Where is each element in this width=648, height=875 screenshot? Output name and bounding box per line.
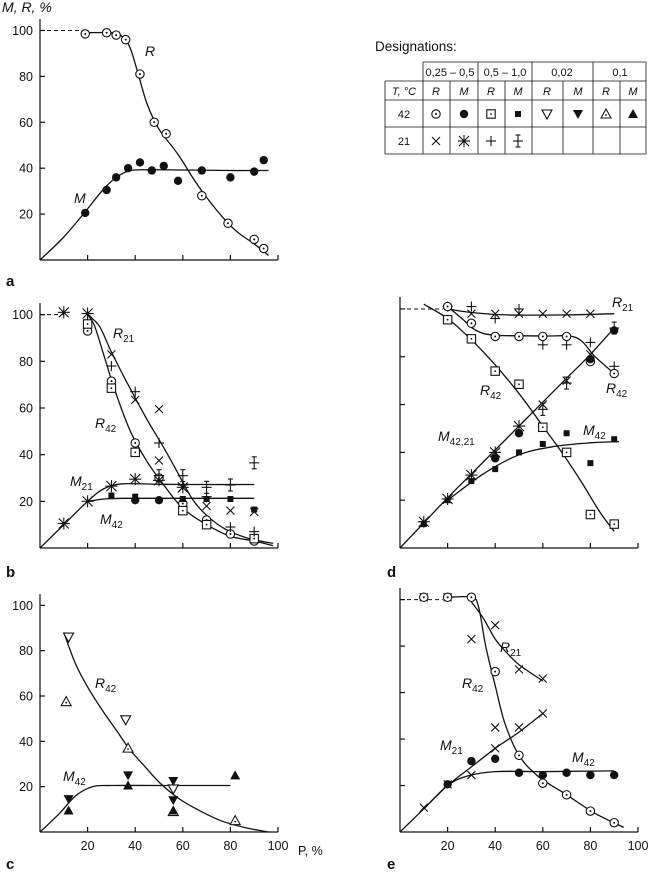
- panel-d-point-plus: [538, 340, 548, 350]
- panel-d-annot-r21-base: R: [612, 294, 623, 310]
- panel-b-annot-r21-sub: 21: [123, 334, 135, 345]
- designations-legend: [375, 39, 646, 154]
- panel-a-ytick-label: 100: [12, 23, 33, 38]
- legend-marker-plus-bar: [513, 135, 523, 147]
- panel-b-point-open-square-dot: [202, 520, 210, 528]
- panel-e-point-open-dot: [491, 667, 499, 675]
- panel-a-point-filled-circle: [112, 173, 120, 181]
- panel-a-letter: a: [6, 273, 15, 290]
- panel-b-annot-m21: [70, 473, 93, 493]
- panel-b-point-cross: [155, 457, 163, 465]
- legend-subheader: M: [573, 86, 583, 98]
- panel-d-point-open-dot: [515, 332, 523, 340]
- panel-a-point-filled-circle: [250, 167, 258, 175]
- panel-a-point-filled-circle: [226, 173, 234, 181]
- panel-c: [6, 594, 323, 873]
- panel-c-point-open-triangle-up: [123, 743, 133, 752]
- panel-c-ytick-label: 100: [12, 598, 33, 613]
- panel-b-point-star-cross: [105, 480, 117, 492]
- panel-e-annot-m21: [440, 737, 463, 757]
- panel-b-point-star-cross: [58, 518, 70, 530]
- panel-c-point-open-triangle-down: [168, 785, 178, 794]
- legend-subheader: R: [487, 86, 495, 98]
- panel-e-point-open-dot: [515, 751, 523, 759]
- panel-e-annot-r21: [500, 639, 522, 659]
- panel-a-point-open-dot: [81, 30, 89, 38]
- panel-a-point-filled-circle: [136, 158, 144, 166]
- panel-b-point-filled-circle: [131, 496, 139, 504]
- panel-d-annot-r42a-sub: 42: [490, 391, 502, 402]
- panel-b-annot-r42-base: R: [95, 415, 106, 431]
- panel-e-xtick-label: 100: [627, 839, 648, 853]
- panel-b-ytick-label: 20: [19, 494, 33, 509]
- panel-b-point-filled-square: [108, 493, 114, 499]
- panel-d-point-filled-circle: [491, 454, 499, 462]
- panel-b-point-plus-bar: [178, 470, 188, 482]
- panel-d-annot-m4221-sub: 42,21: [449, 437, 475, 448]
- legend-marker-star-cross: [458, 135, 470, 147]
- panel-b-point-star-cross: [177, 481, 189, 493]
- panel-d-annot-r42b: [606, 380, 628, 400]
- panel-e-curve-r42: [448, 597, 624, 828]
- panel-b-point-star-cross: [82, 308, 94, 320]
- legend-col-group: 0,02: [551, 67, 573, 79]
- panel-d-annot-r42a: [480, 382, 502, 402]
- panel-d-point-open-square-dot: [610, 520, 618, 528]
- panel-c-point-filled-triangle-up: [168, 805, 178, 814]
- panel-d-curve-m42: [448, 442, 619, 501]
- panel-e-point-cross: [515, 665, 523, 673]
- panel-a-point-filled-circle: [198, 166, 206, 174]
- panel-e-annot-r42-base: R: [462, 675, 473, 691]
- panel-c-curve-r42-open-up: [64, 633, 269, 833]
- legend-table: [385, 62, 646, 154]
- panel-d-point-open-dot: [467, 319, 475, 327]
- panel-e-point-filled-circle: [586, 771, 594, 779]
- panel-c-xtick-label: 40: [128, 839, 143, 853]
- panel-e-point-open-dot: [562, 791, 570, 799]
- panel-e-point-open-dot: [420, 593, 428, 601]
- panel-d-annot-r42b-sub: 42: [616, 389, 628, 400]
- panel-d-point-cross: [539, 310, 547, 318]
- panel-c-ytick-label: 20: [19, 780, 33, 795]
- panel-a-point-filled-circle: [148, 166, 156, 174]
- panel-d-point-filled-square: [421, 521, 427, 527]
- panel-a-point-filled-circle: [160, 162, 168, 170]
- panel-d-point-plus: [514, 304, 524, 314]
- panel-e-annot-m42: [572, 749, 595, 769]
- panel-e-point-open-dot: [610, 819, 618, 827]
- panel-d-annot-r21: [612, 294, 634, 314]
- panel-e-point-filled-circle: [467, 757, 475, 765]
- panel-b-point-open-square-dot: [83, 320, 91, 328]
- panel-c-ytick-label: 80: [19, 644, 33, 659]
- panel-a: [2, 0, 278, 290]
- panel-d-annot-r42a-base: R: [480, 382, 491, 398]
- panel-b-point-cross: [226, 507, 234, 515]
- panel-a-point-open-dot: [121, 35, 129, 43]
- panel-a-ytick-label: 20: [19, 207, 33, 222]
- panel-b-annot-m21-sub: 21: [81, 482, 93, 493]
- panel-e-point-open-dot: [539, 779, 547, 787]
- panel-b-annot-m42-base: M: [100, 511, 112, 527]
- panel-a-point-filled-circle: [124, 164, 132, 172]
- panel-a-point-open-dot: [112, 31, 120, 39]
- panel-b-point-plus-bar: [225, 479, 235, 491]
- panel-e-point-filled-circle: [515, 769, 523, 777]
- panel-d: [387, 294, 638, 581]
- panel-e-xtick-label: 60: [535, 839, 550, 853]
- panel-e-point-filled-circle: [539, 771, 547, 779]
- panel-b-annot-m42: [100, 511, 123, 531]
- legend-marker-open-dot: [432, 110, 440, 118]
- panel-a-curve-r: [85, 32, 268, 255]
- panel-b-annot-r42-sub: 42: [105, 424, 117, 435]
- panel-d-point-cross: [563, 310, 571, 318]
- legend-subheader: M: [628, 86, 638, 98]
- panel-d-point-filled-square: [540, 441, 546, 447]
- panel-c-annot-r42-sub: 42: [105, 684, 117, 695]
- panel-b-point-plus: [130, 387, 140, 397]
- panel-c-xtick-label: 20: [80, 839, 95, 853]
- panel-b-point-filled-square: [204, 496, 210, 502]
- legend-marker-filled-circle: [460, 110, 468, 118]
- panel-a-point-open-dot: [162, 130, 170, 138]
- panel-d-annot-r42b-base: R: [606, 380, 617, 396]
- panel-c-point-open-triangle-up: [230, 816, 240, 825]
- panel-e-point-open-dot: [467, 593, 475, 601]
- legend-subheader: R: [543, 86, 551, 98]
- panel-a-point-open-dot: [136, 70, 144, 78]
- panel-c-point-open-triangle-up: [61, 697, 71, 706]
- panel-a-point-filled-circle: [81, 209, 89, 217]
- panel-b-point-open-square-dot: [131, 448, 139, 456]
- panel-b-point-plus-bar: [202, 481, 212, 493]
- panel-e-annot-r42-sub: 42: [472, 684, 484, 695]
- panel-d-annot-m4221-base: M: [438, 428, 450, 444]
- panel-c-xlabel: P, %: [298, 844, 323, 858]
- panel-d-point-open-dot: [562, 332, 570, 340]
- legend-row-temp: 21: [397, 136, 411, 148]
- panel-e-point-cross: [491, 621, 499, 629]
- panel-e-point-filled-circle: [562, 769, 570, 777]
- panel-d-point-filled-circle: [610, 326, 618, 334]
- panel-c-annot-r42-base: R: [95, 675, 106, 691]
- panel-d-annot-r21-sub: 21: [622, 303, 634, 314]
- legend-marker-filled-triangle-up: [628, 109, 638, 118]
- panel-d-point-open-dot: [610, 369, 618, 377]
- panel-a-curve-m: [40, 170, 269, 260]
- panel-e-point-filled-circle: [443, 780, 451, 788]
- panel-e-xtick-label: 20: [440, 839, 455, 853]
- panel-b-point-star-cross: [82, 495, 94, 507]
- panel-e-point-filled-circle: [610, 771, 618, 779]
- panel-e-annot-r21-sub: 21: [510, 648, 522, 659]
- panel-e-letter: e: [387, 856, 396, 873]
- panel-d-point-open-square-dot: [515, 380, 523, 388]
- panel-d-letter: d: [387, 564, 397, 581]
- panel-b-point-open-square-dot: [179, 506, 187, 514]
- panel-a-point-open-dot: [250, 235, 258, 243]
- panel-d-point-open-dot: [539, 332, 547, 340]
- panel-d-point-filled-circle: [586, 355, 594, 363]
- legend-row-header: T, °C: [391, 86, 417, 98]
- panel-b-plot: [12, 303, 278, 548]
- panel-b-point-plus-bar: [249, 457, 259, 469]
- panel-b-ytick-label: 60: [19, 401, 33, 416]
- panel-b-point-cross: [155, 405, 163, 413]
- panel-e-annot-m21-base: M: [440, 737, 452, 753]
- legend-col-group: 0,5 – 1,0: [483, 67, 527, 79]
- panel-e-annot-m21-sub: 21: [451, 746, 463, 757]
- panel-c-annot-r42: [95, 675, 117, 695]
- legend-subheader: M: [459, 86, 469, 98]
- panel-e-annot-r21-base: R: [500, 639, 511, 655]
- panel-a-annot-m: M: [74, 190, 86, 206]
- panel-c-xtick-label: 60: [175, 839, 190, 853]
- legend-marker-filled-triangle-down: [573, 110, 583, 119]
- legend-marker-open-triangle-down: [542, 110, 552, 119]
- legend-marker-plus: [486, 136, 496, 146]
- panel-d-annot-m4221: [438, 428, 475, 448]
- panel-d-curve-m42-21: [400, 328, 617, 548]
- panel-c-annot-m42-base: M: [63, 768, 75, 784]
- panel-d-point-open-square-dot: [586, 510, 594, 518]
- panel-e-point-cross: [420, 804, 428, 812]
- panel-b-ytick-label: 100: [12, 308, 33, 323]
- legend-subheader: M: [513, 86, 523, 98]
- panel-d-plot: [400, 297, 638, 548]
- panel-a-ytick-label: 60: [19, 115, 33, 130]
- panel-e-point-cross: [467, 635, 475, 643]
- panel-c-xtick-label: 80: [223, 839, 238, 853]
- panel-b-point-open-dot: [131, 439, 139, 447]
- panel-a-point-open-dot: [260, 244, 268, 252]
- panel-d-point-open-square-dot: [443, 316, 451, 324]
- panel-e-plot: [400, 588, 648, 853]
- legend-col-group: 0,25 – 0,5: [425, 67, 475, 79]
- panel-d-point-filled-square: [492, 466, 498, 472]
- panel-b-point-star-cross: [58, 306, 70, 318]
- panel-c-plot: [12, 594, 288, 853]
- legend-marker-filled-square: [515, 111, 521, 117]
- panel-c-annot-m42: [63, 768, 86, 788]
- panel-b-ytick-label: 40: [19, 448, 33, 463]
- panel-a-point-open-dot: [102, 29, 110, 37]
- panel-b-ytick-label: 80: [19, 354, 33, 369]
- legend-subheader: R: [602, 86, 610, 98]
- panel-e-xtick-label: 40: [488, 839, 503, 853]
- panel-b-annot-r21-base: R: [113, 325, 124, 341]
- panel-d-point-filled-square: [445, 497, 451, 503]
- panel-a-point-filled-circle: [102, 186, 110, 194]
- panel-d-point-filled-square: [468, 478, 474, 484]
- panel-c-ytick-label: 60: [19, 689, 33, 704]
- panel-b-annot-m42-sub: 42: [111, 520, 123, 531]
- panel-d-point-open-square-dot: [491, 367, 499, 375]
- panel-a-point-filled-circle: [174, 177, 182, 185]
- panel-a-ytick-label: 80: [19, 69, 33, 84]
- panel-a-point-open-dot: [150, 118, 158, 126]
- panel-b-point-filled-square: [251, 507, 257, 513]
- panel-d-point-open-dot: [491, 332, 499, 340]
- legend-marker-open-square-dot: [487, 110, 495, 118]
- panel-d-point-open-square-dot: [539, 423, 547, 431]
- panel-d-point-plus-bar: [562, 377, 572, 389]
- panel-d-point-filled-square: [564, 430, 570, 436]
- panel-c-point-open-triangle-down: [121, 716, 131, 725]
- panel-c-xtick-label: 100: [267, 839, 289, 853]
- panel-b-point-open-square-dot: [107, 384, 115, 392]
- panel-d-annot-m42-sub: 42: [594, 431, 606, 442]
- panel-a-ytick-label: 40: [19, 161, 33, 176]
- panel-a-point-open-dot: [224, 219, 232, 227]
- panel-b-letter: b: [6, 564, 16, 581]
- panel-e: [387, 588, 648, 873]
- panel-b-annot-r42: [95, 415, 117, 435]
- panel-a-annot-r: R: [145, 43, 156, 59]
- panel-d-point-plus: [562, 340, 572, 350]
- legend-col-group: 0,1: [612, 67, 628, 79]
- panel-e-annot-m42-base: M: [572, 749, 584, 765]
- panel-d-point-filled-square: [587, 460, 593, 466]
- panel-e-annot-m42-sub: 42: [583, 758, 595, 769]
- panel-d-point-open-square-dot: [467, 335, 475, 343]
- panel-e-point-open-dot: [443, 593, 451, 601]
- panel-e-point-cross: [491, 744, 499, 752]
- panel-b: [6, 303, 278, 581]
- panel-d-point-filled-circle: [515, 429, 523, 437]
- panel-b-annot-m21-base: M: [70, 473, 82, 489]
- panel-d-point-filled-square: [611, 436, 617, 442]
- legend-marker-open-triangle-up: [601, 109, 611, 118]
- panel-e-annot-r42: [462, 675, 484, 695]
- legend-marker-cross: [432, 137, 440, 145]
- panel-e-point-cross: [539, 709, 547, 717]
- panel-c-point-filled-triangle-down: [123, 771, 133, 780]
- panel-b-curve-m21: [40, 484, 254, 548]
- panel-c-letter: c: [6, 856, 15, 873]
- panel-e-curve-m42: [400, 771, 614, 832]
- panel-d-annot-m42-base: M: [583, 422, 595, 438]
- panel-a-point-filled-circle: [260, 156, 268, 164]
- panel-d-annot-m42: [583, 422, 606, 442]
- panel-b-point-filled-square: [180, 496, 186, 502]
- panel-d-point-open-square-dot: [562, 448, 570, 456]
- panel-e-point-cross: [515, 723, 523, 731]
- panel-b-point-star-cross: [153, 474, 165, 486]
- panel-e-curve-m21: [424, 714, 543, 809]
- panel-b-point-filled-circle: [155, 496, 163, 504]
- panel-b-point-filled-square: [227, 496, 233, 502]
- legend-title: Designations:: [375, 39, 457, 54]
- panel-b-point-star-cross: [129, 473, 141, 485]
- legend-subheader: R: [432, 86, 440, 98]
- panel-e-xtick-label: 80: [583, 839, 598, 853]
- panel-c-point-filled-triangle-up: [230, 770, 240, 779]
- panel-d-point-open-dot: [443, 302, 451, 310]
- panel-c-point-filled-triangle-down: [168, 796, 178, 805]
- panel-e-point-cross: [491, 723, 499, 731]
- panel-e-point-open-dot: [586, 807, 594, 815]
- panel-c-ytick-label: 40: [19, 734, 33, 749]
- legend-row-temp: 42: [397, 109, 411, 121]
- panel-d-point-filled-square: [516, 449, 522, 455]
- panel-b-point-cross: [203, 502, 211, 510]
- panel-c-annot-m42-sub: 42: [74, 777, 86, 788]
- panel-b-annot-r21: [113, 325, 135, 345]
- panel-e-point-filled-circle: [491, 755, 499, 763]
- panel-a-point-open-dot: [198, 192, 206, 200]
- panel-a-ylabel: M, R, %: [2, 0, 52, 15]
